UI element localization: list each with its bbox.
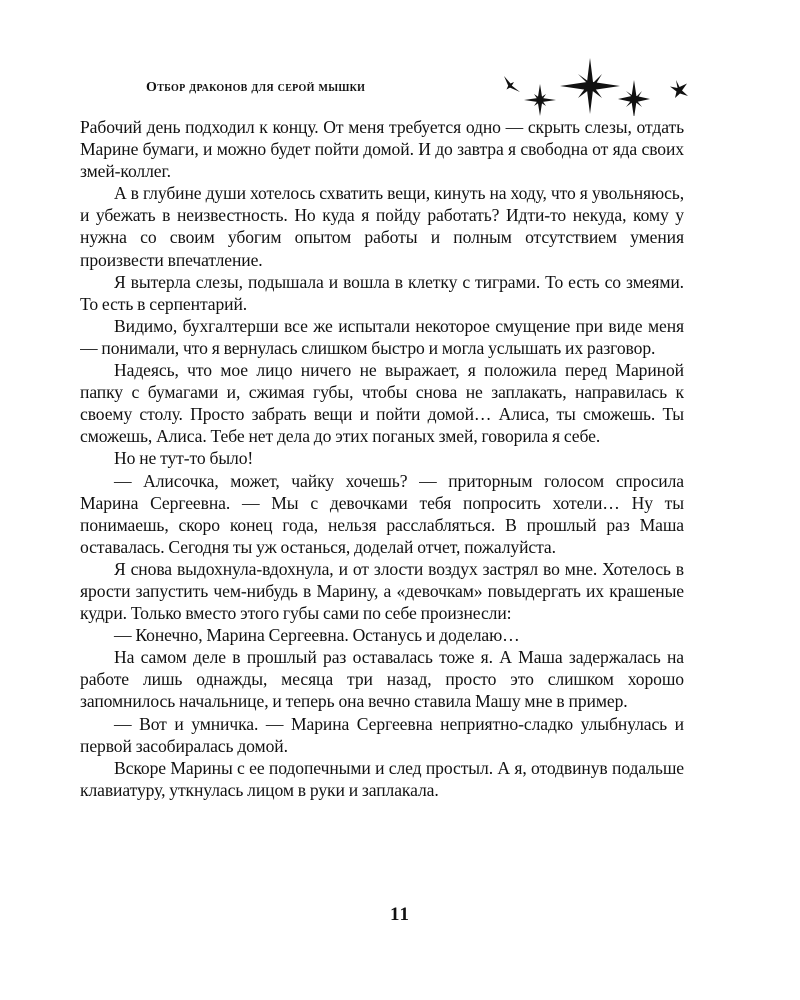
paragraph: Видимо, бухгалтерши все же испытали некоторое смущение при виде меня — понимали, что я вернулась слишком быстро и могла услышать их разговор. (80, 315, 684, 358)
paragraph: Рабочий день подходил к концу. От меня требуется одно — скрыть слезы, отдать Марине бумаги, и можно будет пойти домой. И до завтра я свободна от яда своих змей-коллег. (80, 117, 684, 182)
body-text (80, 116, 684, 896)
running-title: Отбор драконов для серой мышки (146, 80, 366, 95)
paragraph: Но не тут-то было! (114, 448, 254, 469)
paragraph: Я вытерла слезы, подышала и вошла в клетку с тиграми. То есть со змеями. То есть в серпентарий. (80, 271, 684, 314)
star-cluster-icon (498, 56, 694, 116)
paragraph: На самом деле в прошлый раз оставалась тоже я. А Маша задержалась на работе лишь однажды, месяца три назад, просто это слишком хорошо запомнилось начальнице, и теперь она вечно ставила Машу мне в пример. (80, 647, 684, 712)
paragraph: — Вот и умничка. — Марина Сергеевна неприятно-сладко улыбнулась и первой засобиралась домой. (80, 713, 684, 756)
page-number: 11 (390, 904, 410, 925)
paragraph: Надеясь, что мое лицо ничего не выражает, я положила перед Мариной папку с бумагами и, сжимая губы, чтобы снова не заплакать, направилась к своему столу. Просто забрать вещи и пойти домой… Алиса, ты сможешь. Ты сможешь, Алиса. Тебе нет дела до этих поганых змей, говорила я себе. (80, 360, 684, 447)
paragraph: Я снова выдохнула-вдохнула, и от злости воздух застрял во мне. Хотелось в ярости запустить чем-нибудь в Марину, а «девочкам» повыдергать их крашеные кудри. Только вместо этого губы сами по себе произнесли: (80, 558, 684, 624)
paragraph: — Конечно, Марина Сергеевна. Останусь и доделаю… (114, 625, 520, 646)
paragraph: — Алисочка, может, чайку хочешь? — приторным голосом спросила Марина Сергеевна. — Мы с девочками тебя попросить хотели… Ну ты понимаешь, скоро конец года, нельзя расслабляться. В прошлый раз Маша оставалась. Сегодня ты уж останься, доделай отчет, пожалуйста. (80, 470, 684, 557)
star-icon (504, 76, 520, 92)
star-icon (670, 80, 688, 98)
page-header (146, 74, 706, 114)
paragraph: А в глубине души хотелось схватить вещи, кинуть на ходу, что я увольняюсь, и убежать в неизвестность. Но куда я пойду работать? Идти-то некуда, кому у нужна со своим убогим опытом работы и полным отсутствием умения произвести впечатление. (80, 183, 684, 270)
paragraph: Вскоре Марины с ее подопечными и след простыл. А я, отодвинув подальше клавиатуру, уткнулась лицом в руки и заплакала. (80, 757, 684, 800)
